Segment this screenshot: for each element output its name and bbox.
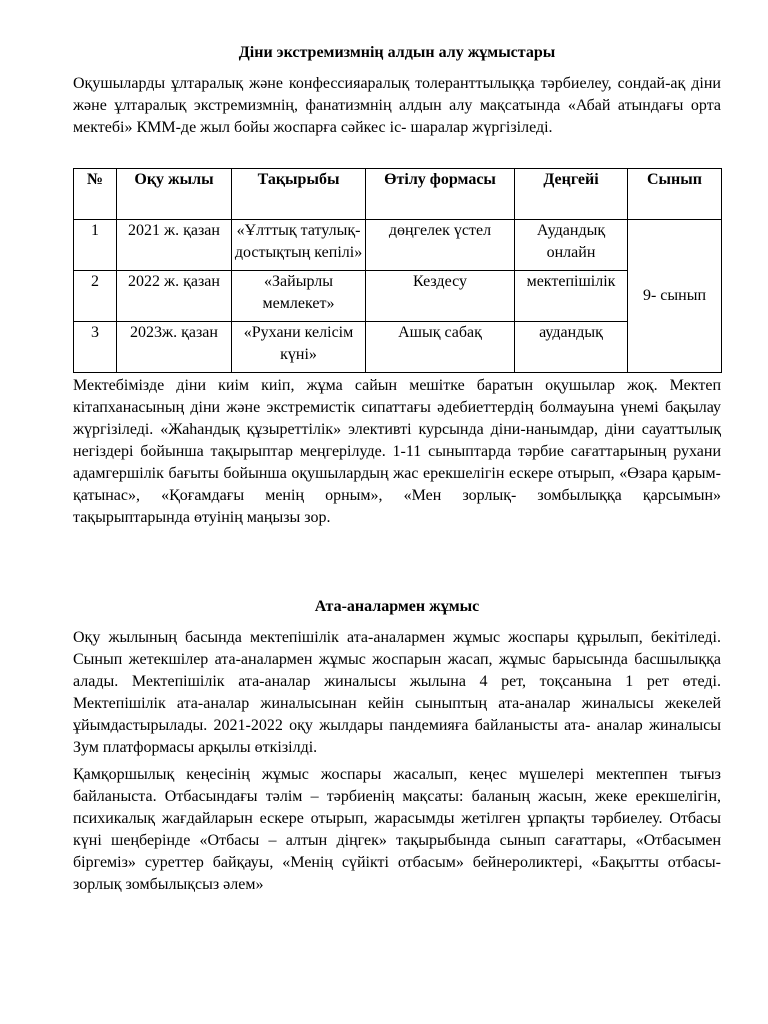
header-level: Деңгейі	[515, 169, 628, 220]
cell-number: 2	[74, 271, 117, 322]
cell-level: аудандық	[515, 322, 628, 373]
cell-year: 2023ж. қазан	[117, 322, 232, 373]
cell-class-merged: 9- сынып	[628, 220, 722, 373]
cell-topic: «Зайырлы мемлекет»	[232, 271, 366, 322]
header-class: Сынып	[628, 169, 722, 220]
parents-paragraph-1: Оқу жылының басында мектепішілік ата-аналармен жұмыс жоспары құрылып, бекітіледі. Сынып жетекшілер ата-аналармен жұмыс жоспарын жасап, жұмыс барысында басшылыққа алады. Мектепішілік ата-аналар жиналысы жылына 4 рет, тоқсанына 1 рет өтеді. Мектепішілік ата-аналар жиналысынан кейін сыныптың ата-аналар жиналысы жекелей ұйымдастырылады. 2021-2022 оқу жылдары пандемияға байланысты ата- аналар жиналысы Зум платформасы арқылы өткізілді.	[73, 629, 721, 756]
header-year: Оқу жылы	[117, 169, 232, 220]
parents-paragraph-2: Қамқоршылық кеңесінің жұмыс жоспары жасалып, кеңес мүшелері мектеппен тығыз байланыста. Отбасындағы тәлім – тәрбиенің мақсаты: баланың жасын, жеке ерекшелігін, психикалық жағдайларын ескере отырып, жарасымды жетілген ұрпақты тәрбиелеу. Отбасы күні шеңберінде «Отбасы – алтын діңгек» тақырыбында сынып сағаттары, «Отбасымен біргеміз» суреттер байқауы, «Менің сүйікті отбасым» бейнероликтері, «Бақытты отбасы-зорлық зомбылықсыз әлем»	[73, 766, 721, 893]
cell-level: мектепішілік	[515, 271, 628, 322]
cell-form: Ашық сабақ	[366, 322, 515, 373]
cell-topic: «Рухани келісім күні»	[232, 322, 366, 373]
table-row	[74, 220, 722, 271]
cell-topic: «Ұлттық татулық-достықтың кепілі»	[232, 220, 366, 271]
section-title-parents: Ата-аналармен жұмыс	[314, 598, 480, 615]
header-number: №	[74, 169, 117, 220]
table-row	[74, 322, 722, 373]
header-form: Өтілу формасы	[366, 169, 515, 220]
cell-form: дөңгелек үстел	[366, 220, 515, 271]
cell-level: Аудандық онлайн	[515, 220, 628, 271]
cell-year: 2022 ж. қазан	[117, 271, 232, 322]
cell-number: 3	[74, 322, 117, 373]
body-paragraph-religion: Мектебімізде діни киім киіп, жұма сайын мешітке баратын оқушылар жоқ. Мектеп кітапханасының діни және экстремистік сипаттағы әдебиеттердің болмауына үнемі бақылау жүргізіледі. «Жаһандық құзыреттілік» элективті курсында діни-нанымдар, діни сауаттылық негіздері бойынша тақырыптар меңгерілуде. 1-11 сыныптарда тәрбие сағаттарының рухани адамгершілік бағыты бойынша оқушылардың жас ерекшелігін ескере отырып, «Өзара қарым-қатынас», «Қоғамдағы менің орным», «Мен зорлық- зомбылыққа қарсымын» тақырыптарында өтуінің маңызы зор.	[73, 377, 721, 526]
intro-paragraph: Оқушыларды ұлтаралық және конфессияаралық толеранттылыққа тәрбиелеу, сондай-ақ діни және ұлтаралық экстремизмнің, фанатизмнің алдын алу мақсатында «Абай атындағы орта мектебі» КММ-де жыл бойы жоспарға сәйкес іс- шаралар жүргізіледі.	[73, 75, 721, 136]
section-title-religious-extremism: Діни экстремизмнің алдын алу жұмыстары	[238, 44, 556, 61]
cell-year: 2021 ж. қазан	[117, 220, 232, 271]
cell-form: Кездесу	[366, 271, 515, 322]
table-header-row	[74, 169, 722, 220]
table-row	[74, 271, 722, 322]
cell-number: 1	[74, 220, 117, 271]
header-topic: Тақырыбы	[232, 169, 366, 220]
events-table	[73, 168, 722, 373]
